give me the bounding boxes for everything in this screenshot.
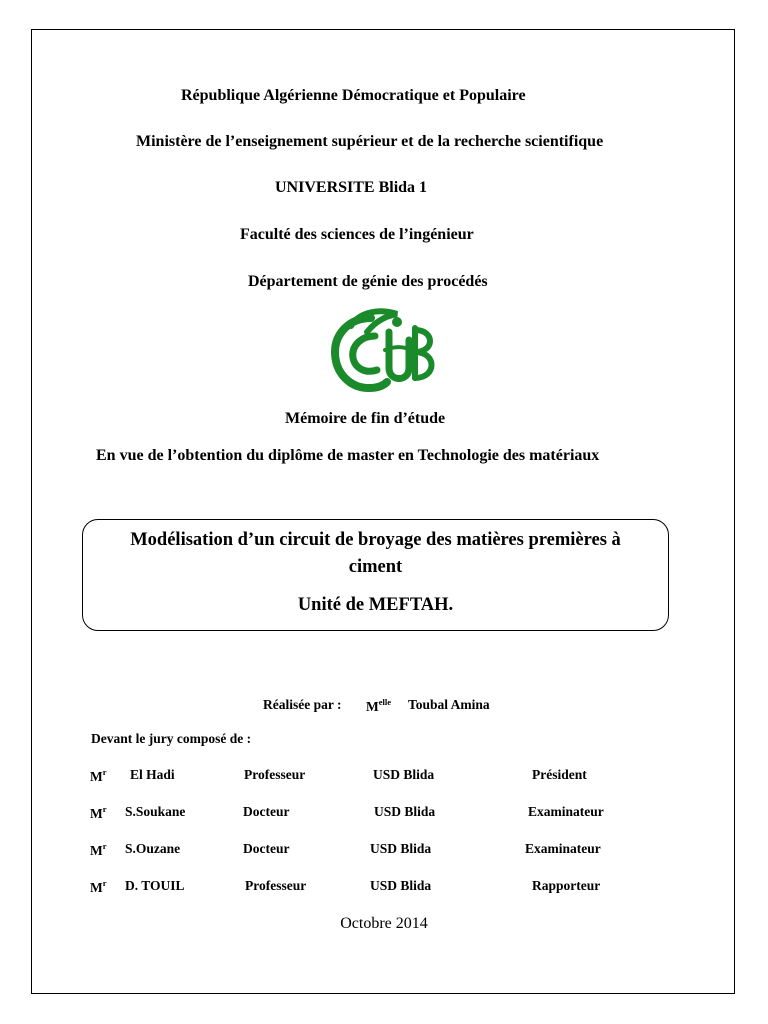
jury-member-name: S.Ouzane [125, 841, 181, 856]
thesis-title-box [82, 519, 669, 631]
thesis-title-line2: ciment [348, 557, 403, 577]
author-name: Toubal Amina [408, 697, 490, 712]
author-label: Réalisée par : [263, 697, 342, 712]
jury-member-grade: Professeur [244, 767, 306, 782]
jury-member-role: Examinateur [525, 841, 601, 856]
jury-member-role: Président [532, 767, 587, 782]
thesis-title-line1: Modélisation d’un circuit de broyage des matières premières à [130, 530, 621, 550]
author-title: $M^{elle}$ [366, 697, 392, 714]
jury-member-grade: Docteur [243, 804, 290, 819]
jury-member-institution: USD Blida [370, 878, 432, 893]
jury-member-title: $M^r$ [90, 804, 107, 821]
ministry-heading: Ministère de l’enseignement supérieur et de la recherche scientifique [136, 133, 604, 150]
jury-member-title: $M^r$ [90, 841, 107, 858]
jury-member-name: D. TOUIL [125, 878, 185, 893]
republic-heading: République Algérienne Démocratique et Populaire [181, 87, 526, 104]
jury-member-role: Examinateur [528, 804, 604, 819]
jury-member-institution: USD Blida [373, 767, 435, 782]
jury-member-institution: USD Blida [370, 841, 432, 856]
jury-member-institution: USD Blida [374, 804, 436, 819]
jury-member-name: S.Soukane [125, 804, 186, 819]
jury-label: Devant le jury composé de : [91, 731, 252, 746]
jury-member-role: Rapporteur [532, 878, 601, 893]
jury-member-title: $M^r$ [90, 878, 107, 895]
thesis-purpose: En vue de l’obtention du diplôme de master en Technologie des matériaux [96, 447, 600, 464]
university-heading: UNIVERSITE Blida 1 [275, 179, 428, 196]
submission-date: Octobre 2014 [340, 915, 428, 932]
jury-member-title: $M^r$ [90, 767, 107, 784]
jury-member-grade: Docteur [243, 841, 290, 856]
jury-member-name: El Hadi [130, 767, 175, 782]
thesis-type: Mémoire de fin d’étude [285, 410, 446, 427]
department-heading: Département de génie des procédés [248, 273, 488, 290]
jury-member-grade: Professeur [245, 878, 307, 893]
university-blida-logo-icon [331, 306, 439, 394]
thesis-title-line3: Unité de MEFTAH. [297, 595, 454, 615]
faculty-heading: Faculté des sciences de l’ingénieur [240, 226, 474, 243]
